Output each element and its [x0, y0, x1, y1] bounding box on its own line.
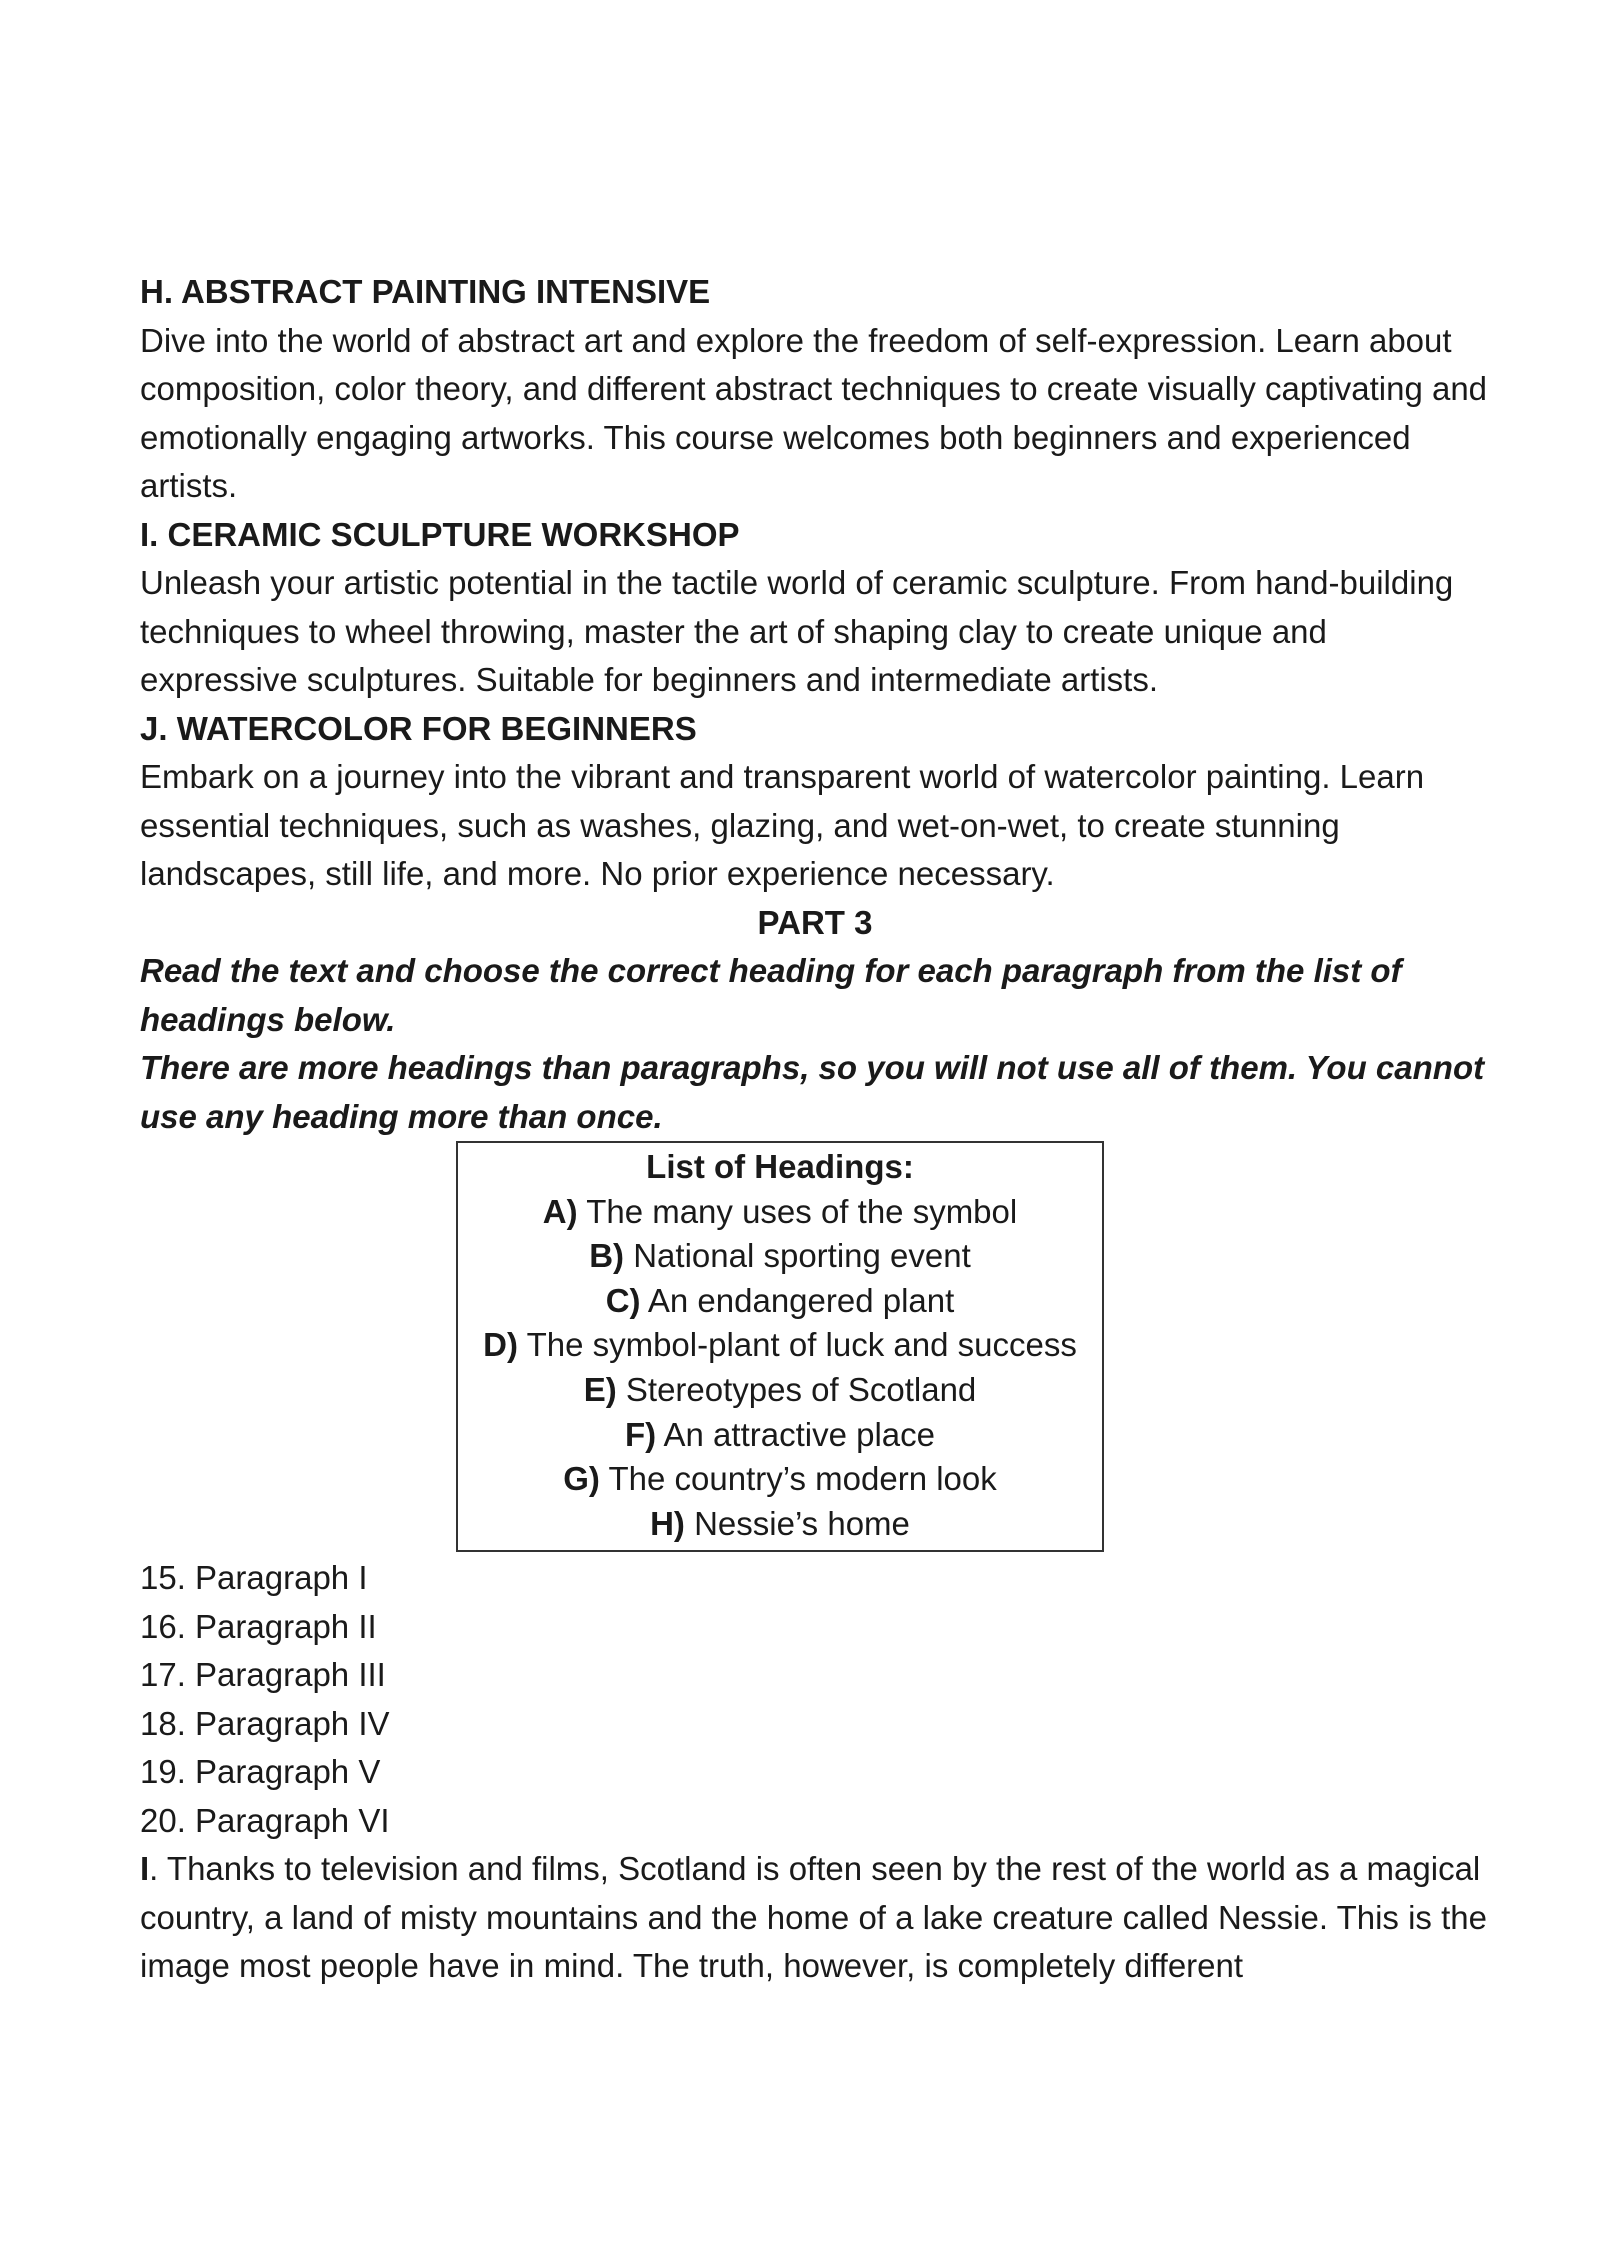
course-title: H. ABSTRACT PAINTING INTENSIVE	[140, 273, 711, 310]
paragraph-text: . Thanks to television and films, Scotland is often seen by the rest of the world as a magical country, a land of misty mountains and the home of a lake creature called Nessie. This is the image most people have in mind. The truth, however, is completely different	[140, 1850, 1487, 1985]
heading-letter: G)	[563, 1460, 600, 1498]
heading-text: An attractive place	[663, 1415, 935, 1453]
question-list	[140, 1554, 1490, 1845]
part-title: PART 3	[757, 903, 873, 941]
question-item: 19. Paragraph V	[140, 1753, 381, 1791]
heading-letter: H)	[650, 1504, 685, 1542]
heading-letter: B)	[589, 1237, 625, 1275]
heading-item	[458, 1368, 1102, 1413]
heading-letter: A)	[542, 1192, 578, 1230]
question-item: 17. Paragraph III	[140, 1656, 386, 1694]
paragraph-number: I	[140, 1850, 150, 1888]
course-description: Embark on a journey into the vibrant and transparent world of watercolor painting. Learn essential techniques, such as washes, glazing, and wet-on-wet, to create stunning landscapes, still life, and more. No prior experience necessary.	[140, 758, 1425, 892]
reading-paragraph	[140, 1845, 1490, 1991]
heading-text: Stereotypes of Scotland	[625, 1370, 977, 1408]
heading-item	[458, 1190, 1102, 1235]
instruction-text: There are more headings than paragraphs, so you will not use all of them. You cannot use any heading more than once.	[140, 1049, 1485, 1135]
question-item: 15. Paragraph I	[140, 1559, 368, 1597]
course-title: J. WATERCOLOR FOR BEGINNERS	[140, 709, 697, 747]
heading-text: The country’s modern look	[608, 1460, 997, 1498]
heading-item	[458, 1413, 1102, 1458]
heading-text: The symbol-plant of luck and success	[526, 1326, 1077, 1364]
heading-text: Nessie’s home	[694, 1504, 910, 1542]
course-i	[140, 511, 1490, 705]
heading-item	[458, 1279, 1102, 1324]
list-of-headings-box	[456, 1141, 1104, 1552]
course-title: I. CERAMIC SCULPTURE WORKSHOP	[140, 515, 740, 553]
heading-letter: D)	[483, 1326, 518, 1364]
question-item: 18. Paragraph IV	[140, 1704, 390, 1742]
course-h	[140, 268, 1490, 511]
course-j	[140, 705, 1490, 899]
course-description: Unleash your artistic potential in the tactile world of ceramic sculpture. From hand-building techniques to wheel throwing, master the art of shaping clay to create unique and expressive sculptures. Suitable for beginners and intermediate artists.	[140, 564, 1454, 698]
heading-letter: F)	[625, 1415, 657, 1453]
question-item: 16. Paragraph II	[140, 1607, 377, 1645]
heading-item	[458, 1457, 1102, 1502]
instruction-text: Read the text and choose the correct heading for each paragraph from the list of headings below.	[140, 952, 1402, 1038]
course-description: Dive into the world of abstract art and explore the freedom of self-expression. Learn about composition, color theory, and different abstract techniques to create visually captivating and emotionally engaging artworks. This course welcomes both beginners and experienced artists.	[140, 321, 1488, 504]
heading-item	[458, 1234, 1102, 1279]
headings-box-title: List of Headings:	[646, 1148, 914, 1185]
heading-item	[458, 1502, 1102, 1547]
heading-item	[458, 1323, 1102, 1368]
question-item: 20. Paragraph VI	[140, 1801, 390, 1839]
heading-text: An endangered plant	[647, 1281, 955, 1319]
document-page	[140, 268, 1490, 1991]
heading-letter: E)	[583, 1370, 617, 1408]
heading-text: The many uses of the symbol	[586, 1192, 1018, 1230]
heading-text: National sporting event	[633, 1237, 971, 1275]
heading-letter: C)	[605, 1281, 641, 1319]
